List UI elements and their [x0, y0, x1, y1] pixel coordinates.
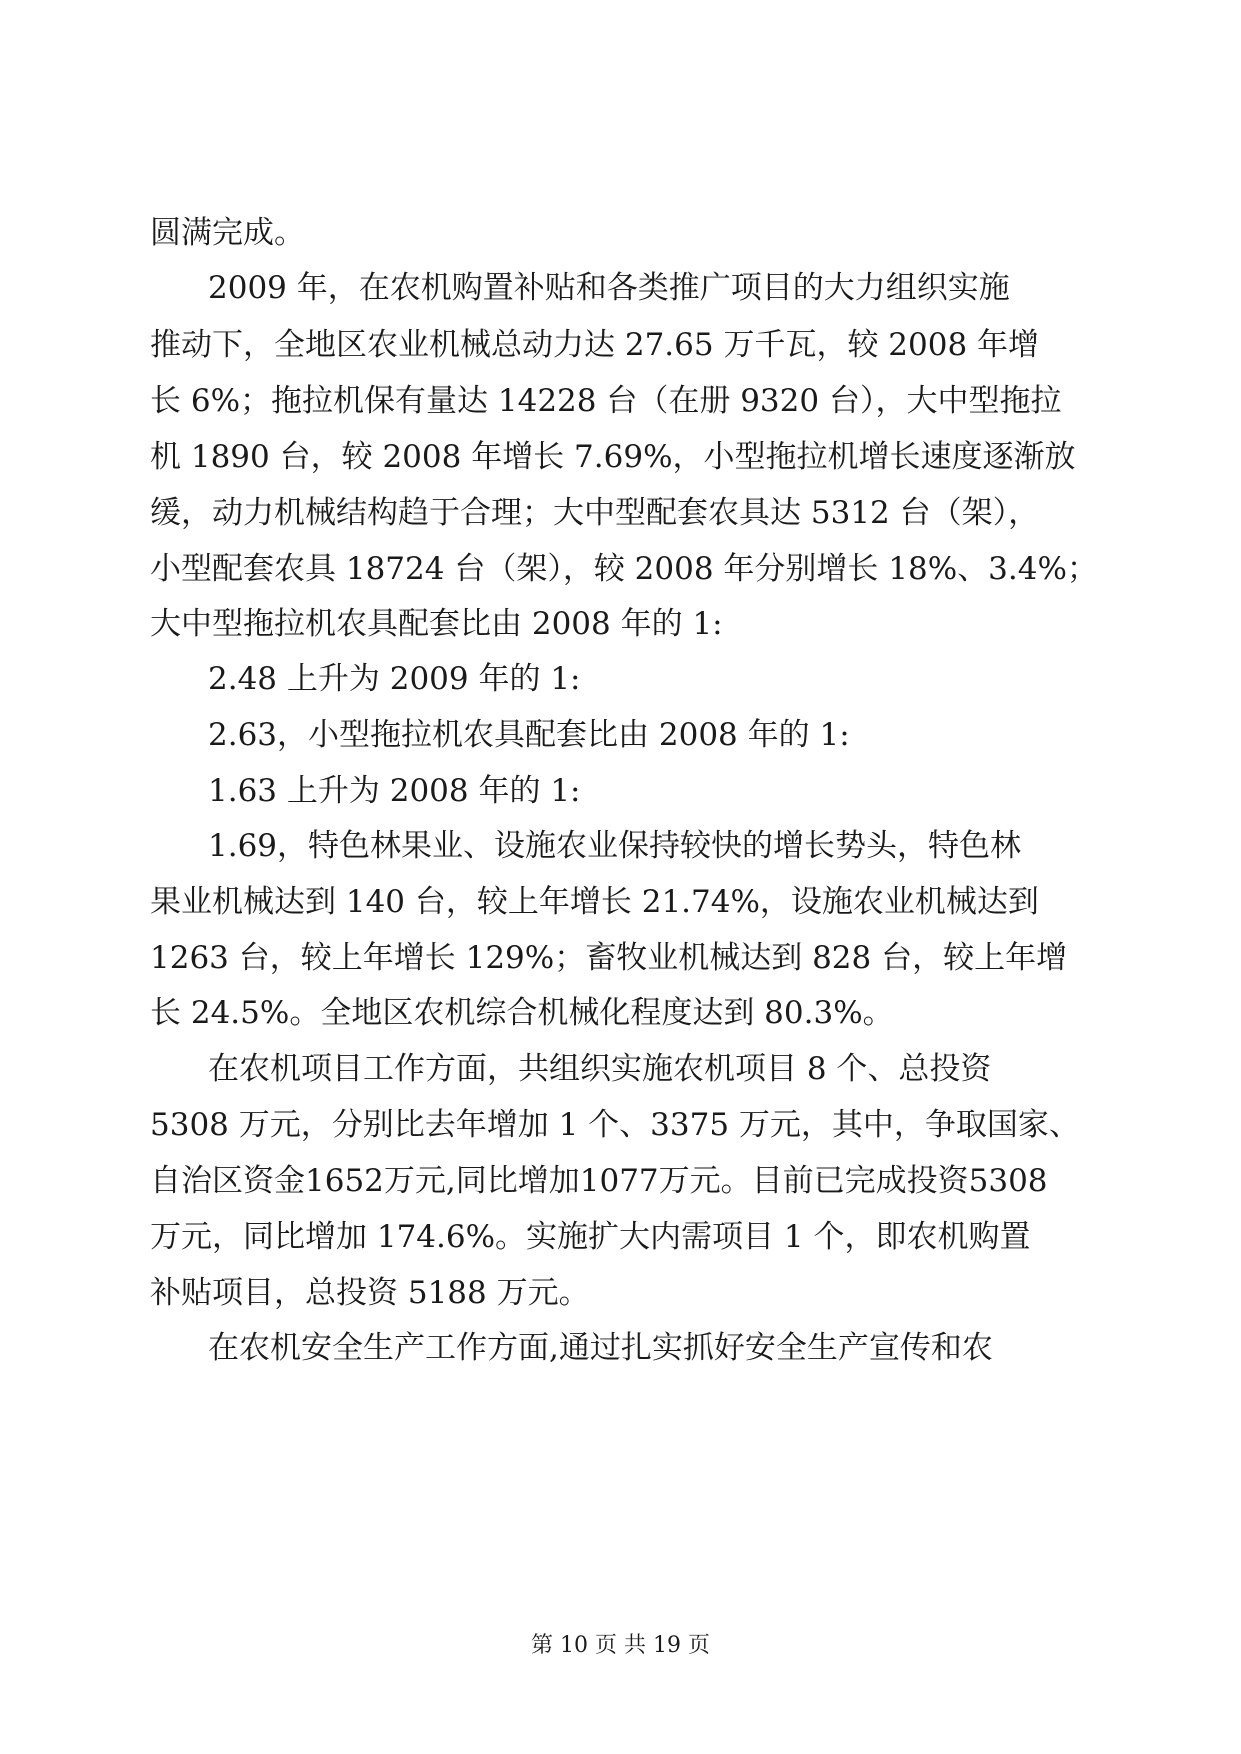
paragraph-2-line-1: 2.48 上升为 2009 年的 1:	[208, 661, 581, 697]
paragraph-1-line-4: 机 1890 台，较 2008 年增长 7.69%，小型拖拉机增长速度逐渐放	[150, 439, 1076, 475]
paragraph-7-line-1: 在农机安全生产工作方面,通过扎实抓好安全生产宣传和农	[208, 1330, 993, 1366]
text-line	[0, 213, 1241, 253]
paragraph-4-line-1: 1.63 上升为 2008 年的 1:	[208, 773, 581, 809]
text-line	[0, 1273, 1241, 1313]
text-line	[0, 1217, 1241, 1257]
text-line	[0, 715, 1241, 755]
paragraph-6-line-4: 万元，同比增加 174.6%。实施扩大内需项目 1 个，即农机购置	[150, 1219, 1031, 1255]
paragraph-1-line-7: 大中型拖拉机农具配套比由 2008 年的 1:	[150, 606, 723, 642]
text-line	[0, 659, 1241, 699]
paragraph-1-line-3: 长 6%；拖拉机保有量达 14228 台（在册 9320 台），大中型拖拉	[150, 383, 1062, 419]
text-line	[0, 437, 1241, 477]
text-line	[0, 826, 1241, 866]
text-line	[0, 771, 1241, 811]
text-line	[0, 268, 1241, 308]
paragraph-3-line-1: 2.63，小型拖拉机农具配套比由 2008 年的 1:	[208, 717, 850, 753]
paragraph-0-line-1: 圆满完成。	[150, 215, 305, 251]
paragraph-1-line-6: 小型配套农具 18724 台（架），较 2008 年分别增长 18%、3.4%；	[150, 551, 1098, 587]
paragraph-5-line-3: 1263 台，较上年增长 129%；畜牧业机械达到 828 台，较上年增	[150, 940, 1068, 976]
text-line	[0, 938, 1241, 978]
text-line	[0, 549, 1241, 589]
paragraph-6-line-5: 补贴项目，总投资 5188 万元。	[150, 1275, 590, 1311]
paragraph-6-line-2: 5308 万元，分别比去年增加 1 个、3375 万元，其中，争取国家、	[150, 1107, 1080, 1143]
paragraph-6-line-1: 在农机项目工作方面，共组织实施农机项目 8 个、总投资	[208, 1051, 992, 1087]
text-line	[0, 381, 1241, 421]
text-line	[0, 993, 1241, 1033]
paragraph-1-line-2: 推动下，全地区农业机械总动力达 27.65 万千瓦，较 2008 年增	[150, 327, 1040, 363]
page-number-footer: 第 10 页 共 19 页	[531, 1633, 710, 1658]
paragraph-5-line-2: 果业机械达到 140 台，较上年增长 21.74%，设施农业机械达到	[150, 884, 1039, 920]
text-line	[0, 604, 1241, 644]
text-line	[0, 1328, 1241, 1368]
paragraph-1-line-5: 缓，动力机械结构趋于合理；大中型配套农具达 5312 台（架），	[150, 495, 1040, 531]
text-line	[0, 1049, 1241, 1089]
paragraph-1-line-1: 2009 年，在农机购置补贴和各类推广项目的大力组织实施	[208, 270, 1010, 306]
paragraph-5-line-1: 1.69，特色林果业、设施农业保持较快的增长势头，特色林	[208, 828, 1022, 864]
text-line	[0, 882, 1241, 922]
text-line	[0, 1161, 1241, 1201]
text-line	[0, 1105, 1241, 1145]
text-line	[0, 493, 1241, 533]
text-line	[0, 325, 1241, 365]
paragraph-5-line-4: 长 24.5%。全地区农机综合机械化程度达到 80.3%。	[150, 995, 894, 1031]
paragraph-6-line-3: 自治区资金1652万元,同比增加1077万元。目前已完成投资5308	[150, 1163, 1048, 1199]
